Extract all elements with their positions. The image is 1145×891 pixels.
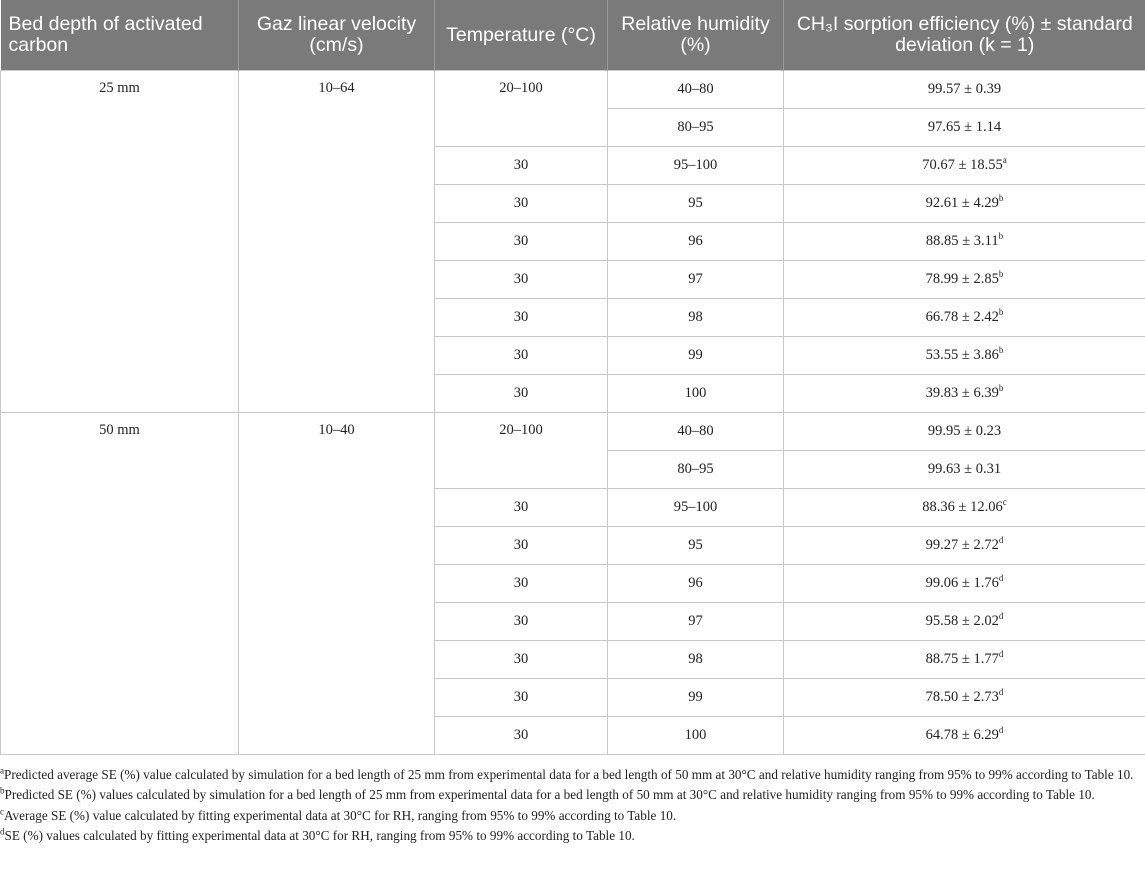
footnote-text: SE (%) values calculated by fitting experimental data at 30°C for RH, ranging from 95% to 99% according to Table 10. (4, 828, 635, 844)
temperature-cell: 30 (435, 261, 608, 299)
table-footnotes (0, 765, 1140, 847)
header-bed-depth: Bed depth of activated carbon (8, 13, 203, 56)
temperature-cell: 30 (435, 717, 608, 755)
velocity-cell: 10–40 (239, 413, 435, 755)
bed-depth-cell: 50 mm (1, 413, 239, 755)
temperature-cell: 30 (435, 641, 608, 679)
header-row (1, 0, 1145, 71)
humidity-cell: 95 (608, 185, 784, 223)
efficiency-cell (784, 185, 1145, 223)
efficiency-cell (784, 299, 1145, 337)
efficiency-cell (784, 641, 1145, 679)
humidity-cell: 96 (608, 223, 784, 261)
footnote-mark: d (0, 827, 5, 838)
humidity-cell: 40–80 (608, 71, 784, 109)
footnote-text: Predicted average SE (%) value calculated by simulation for a bed length of 25 mm from experimental data for a bed length of 50 mm at 30°C and relative humidity ranging from 95% to 99% according to Table 10. (4, 767, 1134, 782)
table-header (1, 0, 1145, 71)
temperature-cell: 30 (435, 489, 608, 527)
efficiency-cell (784, 223, 1145, 261)
efficiency-cell (784, 337, 1145, 375)
temperature-cell: 30 (435, 565, 608, 603)
efficiency-value: 78.50 ± 2.73 (925, 689, 999, 705)
efficiency-cell (784, 71, 1145, 109)
humidity-cell: 80–95 (608, 109, 784, 147)
efficiency-cell (784, 413, 1145, 451)
footnote-ref: d (998, 535, 1004, 546)
footnote-ref: d (998, 611, 1004, 622)
efficiency-cell (784, 261, 1145, 299)
temperature-cell: 30 (435, 337, 608, 375)
efficiency-cell (784, 527, 1145, 565)
efficiency-value: 66.78 ± 2.42 (925, 309, 999, 325)
efficiency-cell (784, 679, 1145, 717)
table-row (1, 413, 1145, 451)
humidity-cell: 96 (608, 565, 784, 603)
efficiency-cell (784, 109, 1145, 147)
efficiency-cell (784, 451, 1145, 489)
footnote-ref: b (998, 383, 1004, 394)
header-sorption-efficiency: CH₃I sorption efficiency (%) ± standard deviation (k = 1) (784, 0, 1145, 71)
humidity-cell: 100 (608, 717, 784, 755)
footnote-ref: c (1002, 497, 1007, 508)
footnote-c (0, 806, 1140, 825)
efficiency-cell (784, 147, 1145, 185)
efficiency-cell (784, 489, 1145, 527)
efficiency-value: 53.55 ± 3.86 (925, 347, 999, 363)
humidity-cell: 95–100 (608, 489, 784, 527)
efficiency-cell (784, 565, 1145, 603)
temperature-cell: 30 (435, 299, 608, 337)
humidity-cell: 97 (608, 603, 784, 641)
temperature-cell: 30 (435, 375, 608, 413)
footnote-a (0, 765, 1140, 784)
humidity-cell: 95 (608, 527, 784, 565)
humidity-cell: 99 (608, 337, 784, 375)
humidity-cell: 98 (608, 299, 784, 337)
footnote-mark: a (0, 765, 4, 776)
footnote-ref: d (998, 649, 1004, 660)
footnote-text: Average SE (%) value calculated by fitting experimental data at 30°C for RH, ranging from 95% to 99% according to Table 10. (4, 807, 677, 823)
footnote-ref: b (998, 193, 1004, 204)
efficiency-value: 39.83 ± 6.39 (925, 385, 999, 401)
footnote-b (0, 785, 1140, 804)
footnote-ref: b (998, 231, 1004, 242)
temperature-cell: 30 (435, 603, 608, 641)
efficiency-value: 97.65 ± 1.14 (927, 119, 1002, 135)
efficiency-value: 99.27 ± 2.72 (925, 537, 999, 553)
efficiency-value: 70.67 ± 18.55 (922, 157, 1003, 173)
footnote-text: Predicted SE (%) values calculated by simulation for a bed length of 25 mm from experimental data for a bed length of 50 mm at 30°C and relative humidity ranging from 95% to 99% according to Table 10. (4, 787, 1095, 803)
efficiency-cell (784, 717, 1145, 755)
temperature-range-cell: 20–100 (435, 71, 608, 147)
temperature-cell: 30 (435, 527, 608, 565)
efficiency-value: 99.63 ± 0.31 (927, 461, 1002, 477)
table-row (1, 71, 1145, 109)
temperature-range-cell: 20–100 (435, 413, 608, 489)
efficiency-cell (784, 603, 1145, 641)
efficiency-value: 99.95 ± 0.23 (927, 423, 1002, 439)
efficiency-value: 88.75 ± 1.77 (925, 651, 999, 667)
footnote-ref: d (998, 725, 1004, 736)
footnote-ref: d (998, 573, 1004, 584)
humidity-cell: 97 (608, 261, 784, 299)
footnote-mark: b (0, 786, 5, 797)
table-body (1, 71, 1145, 755)
temperature-cell: 30 (435, 147, 608, 185)
efficiency-value: 78.99 ± 2.85 (925, 271, 999, 287)
header-temperature: Temperature (°C) (435, 0, 608, 71)
footnote-ref: b (998, 269, 1004, 280)
humidity-cell: 98 (608, 641, 784, 679)
footnote-mark: c (0, 806, 4, 817)
bed-depth-cell: 25 mm (1, 71, 239, 413)
footnote-ref: a (1002, 155, 1007, 166)
efficiency-value: 64.78 ± 6.29 (925, 727, 999, 743)
temperature-cell: 30 (435, 185, 608, 223)
footnote-ref: b (998, 345, 1004, 356)
efficiency-value: 99.06 ± 1.76 (925, 575, 999, 591)
efficiency-value: 88.85 ± 3.11 (925, 233, 999, 249)
humidity-cell: 80–95 (608, 451, 784, 489)
humidity-cell: 99 (608, 679, 784, 717)
efficiency-cell (784, 375, 1145, 413)
footnote-ref: d (998, 687, 1004, 698)
footnote-ref: b (998, 307, 1004, 318)
footnote-d (0, 826, 1140, 845)
efficiency-value: 88.36 ± 12.06 (922, 499, 1003, 515)
temperature-cell: 30 (435, 679, 608, 717)
velocity-cell: 10–64 (239, 71, 435, 413)
efficiency-value: 92.61 ± 4.29 (925, 195, 999, 211)
efficiency-value: 99.57 ± 0.39 (927, 81, 1002, 97)
efficiency-value: 95.58 ± 2.02 (925, 613, 999, 629)
header-relative-humidity: Relative humidity (%) (608, 0, 784, 71)
humidity-cell: 95–100 (608, 147, 784, 185)
humidity-cell: 100 (608, 375, 784, 413)
humidity-cell: 40–80 (608, 413, 784, 451)
header-gas-velocity: Gaz linear velocity (cm/s) (239, 0, 435, 71)
temperature-cell: 30 (435, 223, 608, 261)
